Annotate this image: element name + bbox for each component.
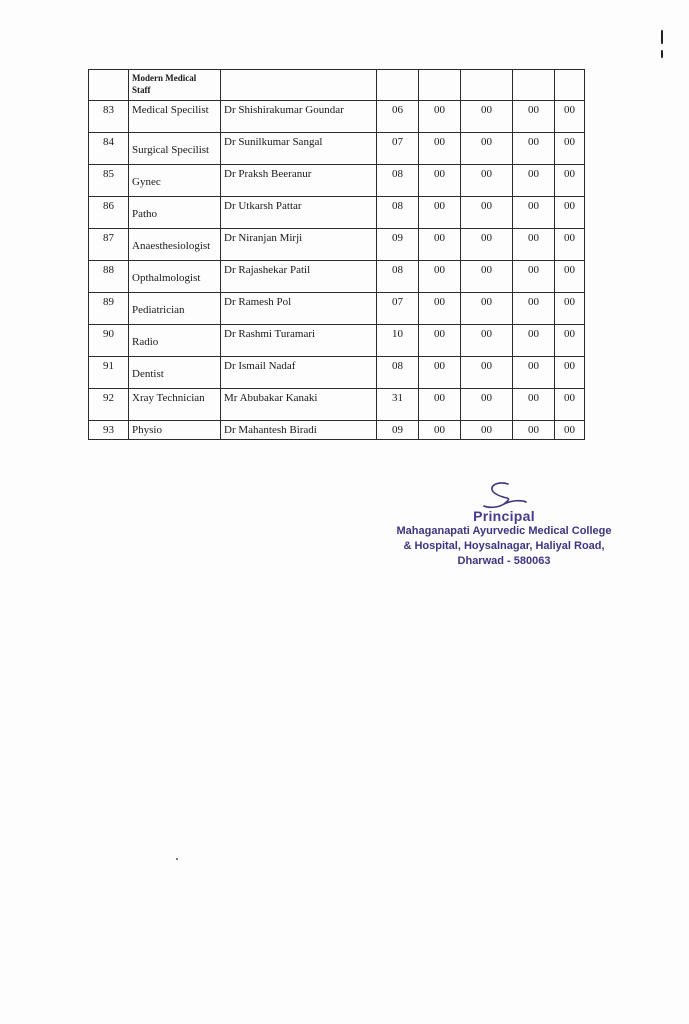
value-cell: 00 (419, 357, 461, 389)
section-header-cell (129, 70, 221, 101)
serial-number-cell: 91 (89, 357, 129, 389)
value-cell: 00 (461, 421, 513, 440)
principal-signature-stamp (392, 478, 616, 569)
stamp-line: Mahaganapati Ayurvedic Medical College (396, 525, 612, 537)
value-cell: 00 (555, 133, 585, 165)
serial-number-cell: 86 (89, 197, 129, 229)
name-cell: Dr Shishirakumar Goundar (221, 101, 377, 133)
table-row (89, 229, 585, 261)
table-row (89, 325, 585, 357)
table-row (89, 101, 585, 133)
value-cell: 00 (461, 133, 513, 165)
value-cell: 08 (377, 197, 419, 229)
serial-number-cell: 84 (89, 133, 129, 165)
section-header-line: Modern Medical (132, 73, 197, 83)
name-cell: Dr Sunilkumar Sangal (221, 133, 377, 165)
value-cell: 00 (513, 101, 555, 133)
table-row (89, 293, 585, 325)
section-header-line: Staff (132, 85, 151, 95)
value-cell: 00 (555, 325, 585, 357)
value-cell: 00 (513, 293, 555, 325)
name-cell: Dr Rashmi Turamari (221, 325, 377, 357)
value-cell: 10 (377, 325, 419, 357)
value-cell: 00 (555, 197, 585, 229)
post-cell: Patho (129, 197, 221, 229)
value-cell: 08 (377, 165, 419, 197)
table-cell (513, 70, 555, 101)
post-cell: Xray Technician (129, 389, 221, 421)
value-cell: 00 (555, 389, 585, 421)
name-cell: Dr Ismail Nadaf (221, 357, 377, 389)
value-cell: 00 (513, 325, 555, 357)
value-cell: 00 (513, 165, 555, 197)
name-cell: Dr Mahantesh Biradi (221, 421, 377, 440)
table-cell (89, 70, 129, 101)
post-cell: Surgical Specilist (129, 133, 221, 165)
principal-title: Principal (473, 508, 535, 524)
value-cell: 08 (377, 357, 419, 389)
section-header-row (89, 70, 585, 101)
staff-table-body (89, 70, 585, 440)
value-cell: 00 (461, 357, 513, 389)
value-cell: 00 (419, 325, 461, 357)
serial-number-cell: 92 (89, 389, 129, 421)
value-cell: 00 (555, 421, 585, 440)
serial-number-cell: 90 (89, 325, 129, 357)
post-cell: Gynec (129, 165, 221, 197)
value-cell: 00 (555, 357, 585, 389)
table-row (89, 197, 585, 229)
serial-number-cell: 87 (89, 229, 129, 261)
post-cell: Physio (129, 421, 221, 440)
value-cell: 00 (461, 229, 513, 261)
serial-number-cell: 93 (89, 421, 129, 440)
table-row (89, 421, 585, 440)
value-cell: 00 (461, 261, 513, 293)
name-cell: Dr Utkarsh Pattar (221, 197, 377, 229)
value-cell: 00 (513, 133, 555, 165)
table-row (89, 165, 585, 197)
value-cell: 00 (461, 389, 513, 421)
value-cell: 00 (419, 261, 461, 293)
value-cell: 07 (377, 133, 419, 165)
value-cell: 00 (513, 261, 555, 293)
value-cell: 00 (555, 165, 585, 197)
table-row (89, 357, 585, 389)
scan-speck (176, 858, 178, 860)
table-row (89, 133, 585, 165)
value-cell: 31 (377, 389, 419, 421)
value-cell: 00 (513, 389, 555, 421)
value-cell: 00 (461, 293, 513, 325)
table-cell (461, 70, 513, 101)
post-cell: Anaesthesiologist (129, 229, 221, 261)
table-row (89, 389, 585, 421)
value-cell: 00 (419, 197, 461, 229)
value-cell: 00 (419, 389, 461, 421)
post-cell: Medical Specilist (129, 101, 221, 133)
value-cell: 00 (419, 293, 461, 325)
staff-table (88, 69, 585, 440)
post-cell: Radio (129, 325, 221, 357)
name-cell: Mr Abubakar Kanaki (221, 389, 377, 421)
value-cell: 00 (419, 421, 461, 440)
value-cell: 08 (377, 261, 419, 293)
value-cell: 00 (419, 133, 461, 165)
table-cell (419, 70, 461, 101)
name-cell: Dr Ramesh Pol (221, 293, 377, 325)
value-cell: 00 (461, 325, 513, 357)
value-cell: 00 (513, 357, 555, 389)
name-cell: Dr Praksh Beeranur (221, 165, 377, 197)
value-cell: 09 (377, 421, 419, 440)
value-cell: 00 (419, 101, 461, 133)
serial-number-cell: 88 (89, 261, 129, 293)
value-cell: 00 (555, 293, 585, 325)
value-cell: 00 (555, 261, 585, 293)
value-cell: 00 (461, 165, 513, 197)
serial-number-cell: 89 (89, 293, 129, 325)
value-cell: 00 (461, 101, 513, 133)
value-cell: 00 (555, 229, 585, 261)
stamp-line: & Hospital, Hoysalnagar, Haliyal Road, (403, 540, 605, 552)
serial-number-cell: 83 (89, 101, 129, 133)
value-cell: 09 (377, 229, 419, 261)
post-cell: Opthalmologist (129, 261, 221, 293)
value-cell: 00 (513, 197, 555, 229)
value-cell: 00 (461, 197, 513, 229)
stamp-line: Dharwad - 580063 (457, 555, 551, 567)
post-cell: Pediatrician (129, 293, 221, 325)
table-cell (221, 70, 377, 101)
value-cell: 00 (419, 229, 461, 261)
margin-pen-mark (661, 30, 663, 44)
table-cell (555, 70, 585, 101)
table-cell (377, 70, 419, 101)
margin-pen-mark (661, 50, 663, 58)
table-row (89, 261, 585, 293)
value-cell: 00 (513, 229, 555, 261)
post-cell: Dentist (129, 357, 221, 389)
value-cell: 00 (513, 421, 555, 440)
value-cell: 07 (377, 293, 419, 325)
serial-number-cell: 85 (89, 165, 129, 197)
name-cell: Dr Niranjan Mirji (221, 229, 377, 261)
name-cell: Dr Rajashekar Patil (221, 261, 377, 293)
value-cell: 06 (377, 101, 419, 133)
value-cell: 00 (419, 165, 461, 197)
value-cell: 00 (555, 101, 585, 133)
